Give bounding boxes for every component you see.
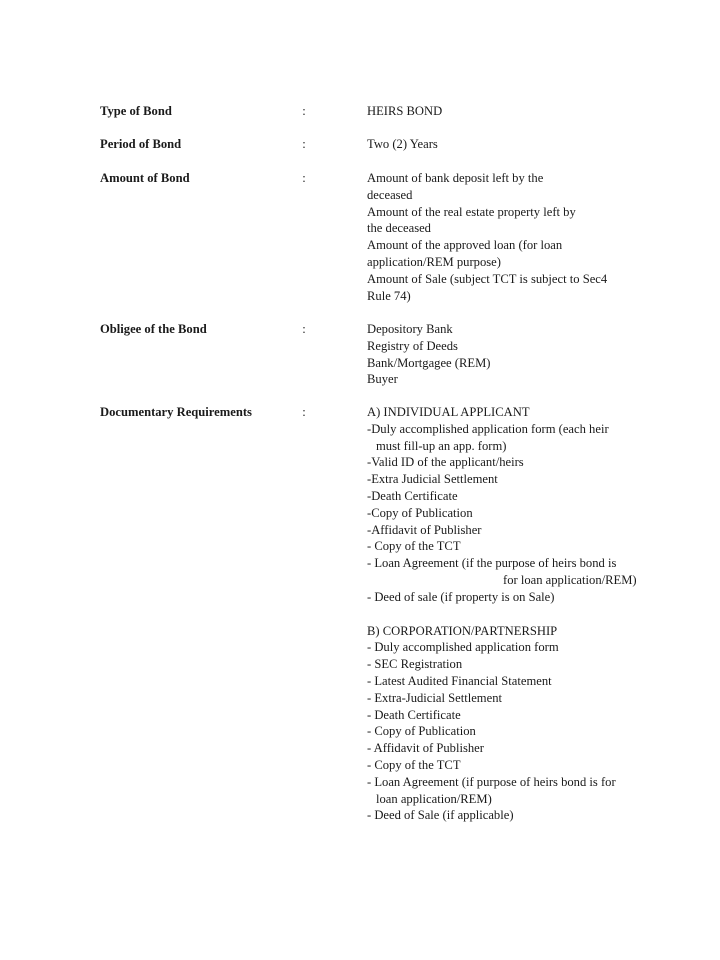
requirement-item: -Death Certificate [367,488,458,503]
value-line: HEIRS BOND [367,104,443,118]
field-value [367,321,667,388]
field-value [367,170,667,304]
requirement-item: - Latest Audited Financial Statement [367,673,552,688]
requirement-item: -Copy of Publication [367,505,473,520]
field-label: Documentary Requirements [100,405,252,419]
requirement-item: - Extra-Judicial Settlement [367,690,502,705]
requirement-item: - SEC Registration [367,657,463,672]
value-line: Buyer [367,372,398,387]
field-colon: : [302,104,306,118]
requirement-item: - Death Certificate [367,707,461,722]
requirement-item: -Valid ID of the applicant/heirs [367,455,524,470]
requirement-item: - Copy of the TCT [367,757,461,772]
requirement-item-continued: must fill-up an app. form) [376,438,507,453]
requirement-item-continued: for loan application/REM) [503,572,637,587]
requirement-item: - Loan Agreement (if the purpose of heirs bond is [367,556,617,571]
value-line: application/REM purpose) [367,254,501,269]
field-label: Type of Bond [100,104,172,118]
field-label: Obligee of the Bond [100,322,207,336]
section-spacer [367,606,667,623]
section-individual-applicant [367,404,667,606]
requirement-item: - Affidavit of Publisher [367,741,484,756]
requirement-item: -Duly accomplished application form (each heir [367,421,609,436]
requirement-item: -Affidavit of Publisher [367,522,482,537]
value-line: Amount of the approved loan (for loan [367,238,563,253]
value-line: the deceased [367,221,431,236]
requirement-item: - Duly accomplished application form [367,640,559,655]
value-line: Amount of the real estate property left by [367,204,576,219]
value-line: Two (2) Years [367,137,438,151]
value-line: Amount of bank deposit left by the [367,171,544,185]
field-label: Period of Bond [100,137,182,151]
requirement-item: - Loan Agreement (if purpose of heirs bond is for [367,774,616,789]
field-colon: : [302,137,306,151]
requirement-item: - Deed of Sale (if applicable) [367,808,514,823]
field-colon: : [302,322,306,336]
section-heading: A) INDIVIDUAL APPLICANT [367,405,530,419]
requirement-item-continued: loan application/REM) [376,791,492,806]
field-value [367,136,667,153]
field-colon: : [302,405,306,419]
field-value [367,404,667,824]
section-corporation-partnership [367,623,667,825]
section-heading: B) CORPORATION/PARTNERSHIP [367,623,558,638]
value-line: deceased [367,187,413,202]
requirement-item: - Deed of sale (if property is on Sale) [367,589,555,604]
field-label: Amount of Bond [100,171,190,185]
value-line: Bank/Mortgagee (REM) [367,355,491,370]
value-line: Amount of Sale (subject TCT is subject to Sec4 [367,271,608,286]
requirement-item: - Copy of Publication [367,724,476,739]
value-line: Depository Bank [367,322,453,336]
requirement-item: - Copy of the TCT [367,539,461,554]
field-value [367,103,667,120]
field-colon: : [302,171,306,185]
value-line: Rule 74) [367,288,411,303]
value-line: Registry of Deeds [367,338,458,353]
requirement-item: -Extra Judicial Settlement [367,472,498,487]
